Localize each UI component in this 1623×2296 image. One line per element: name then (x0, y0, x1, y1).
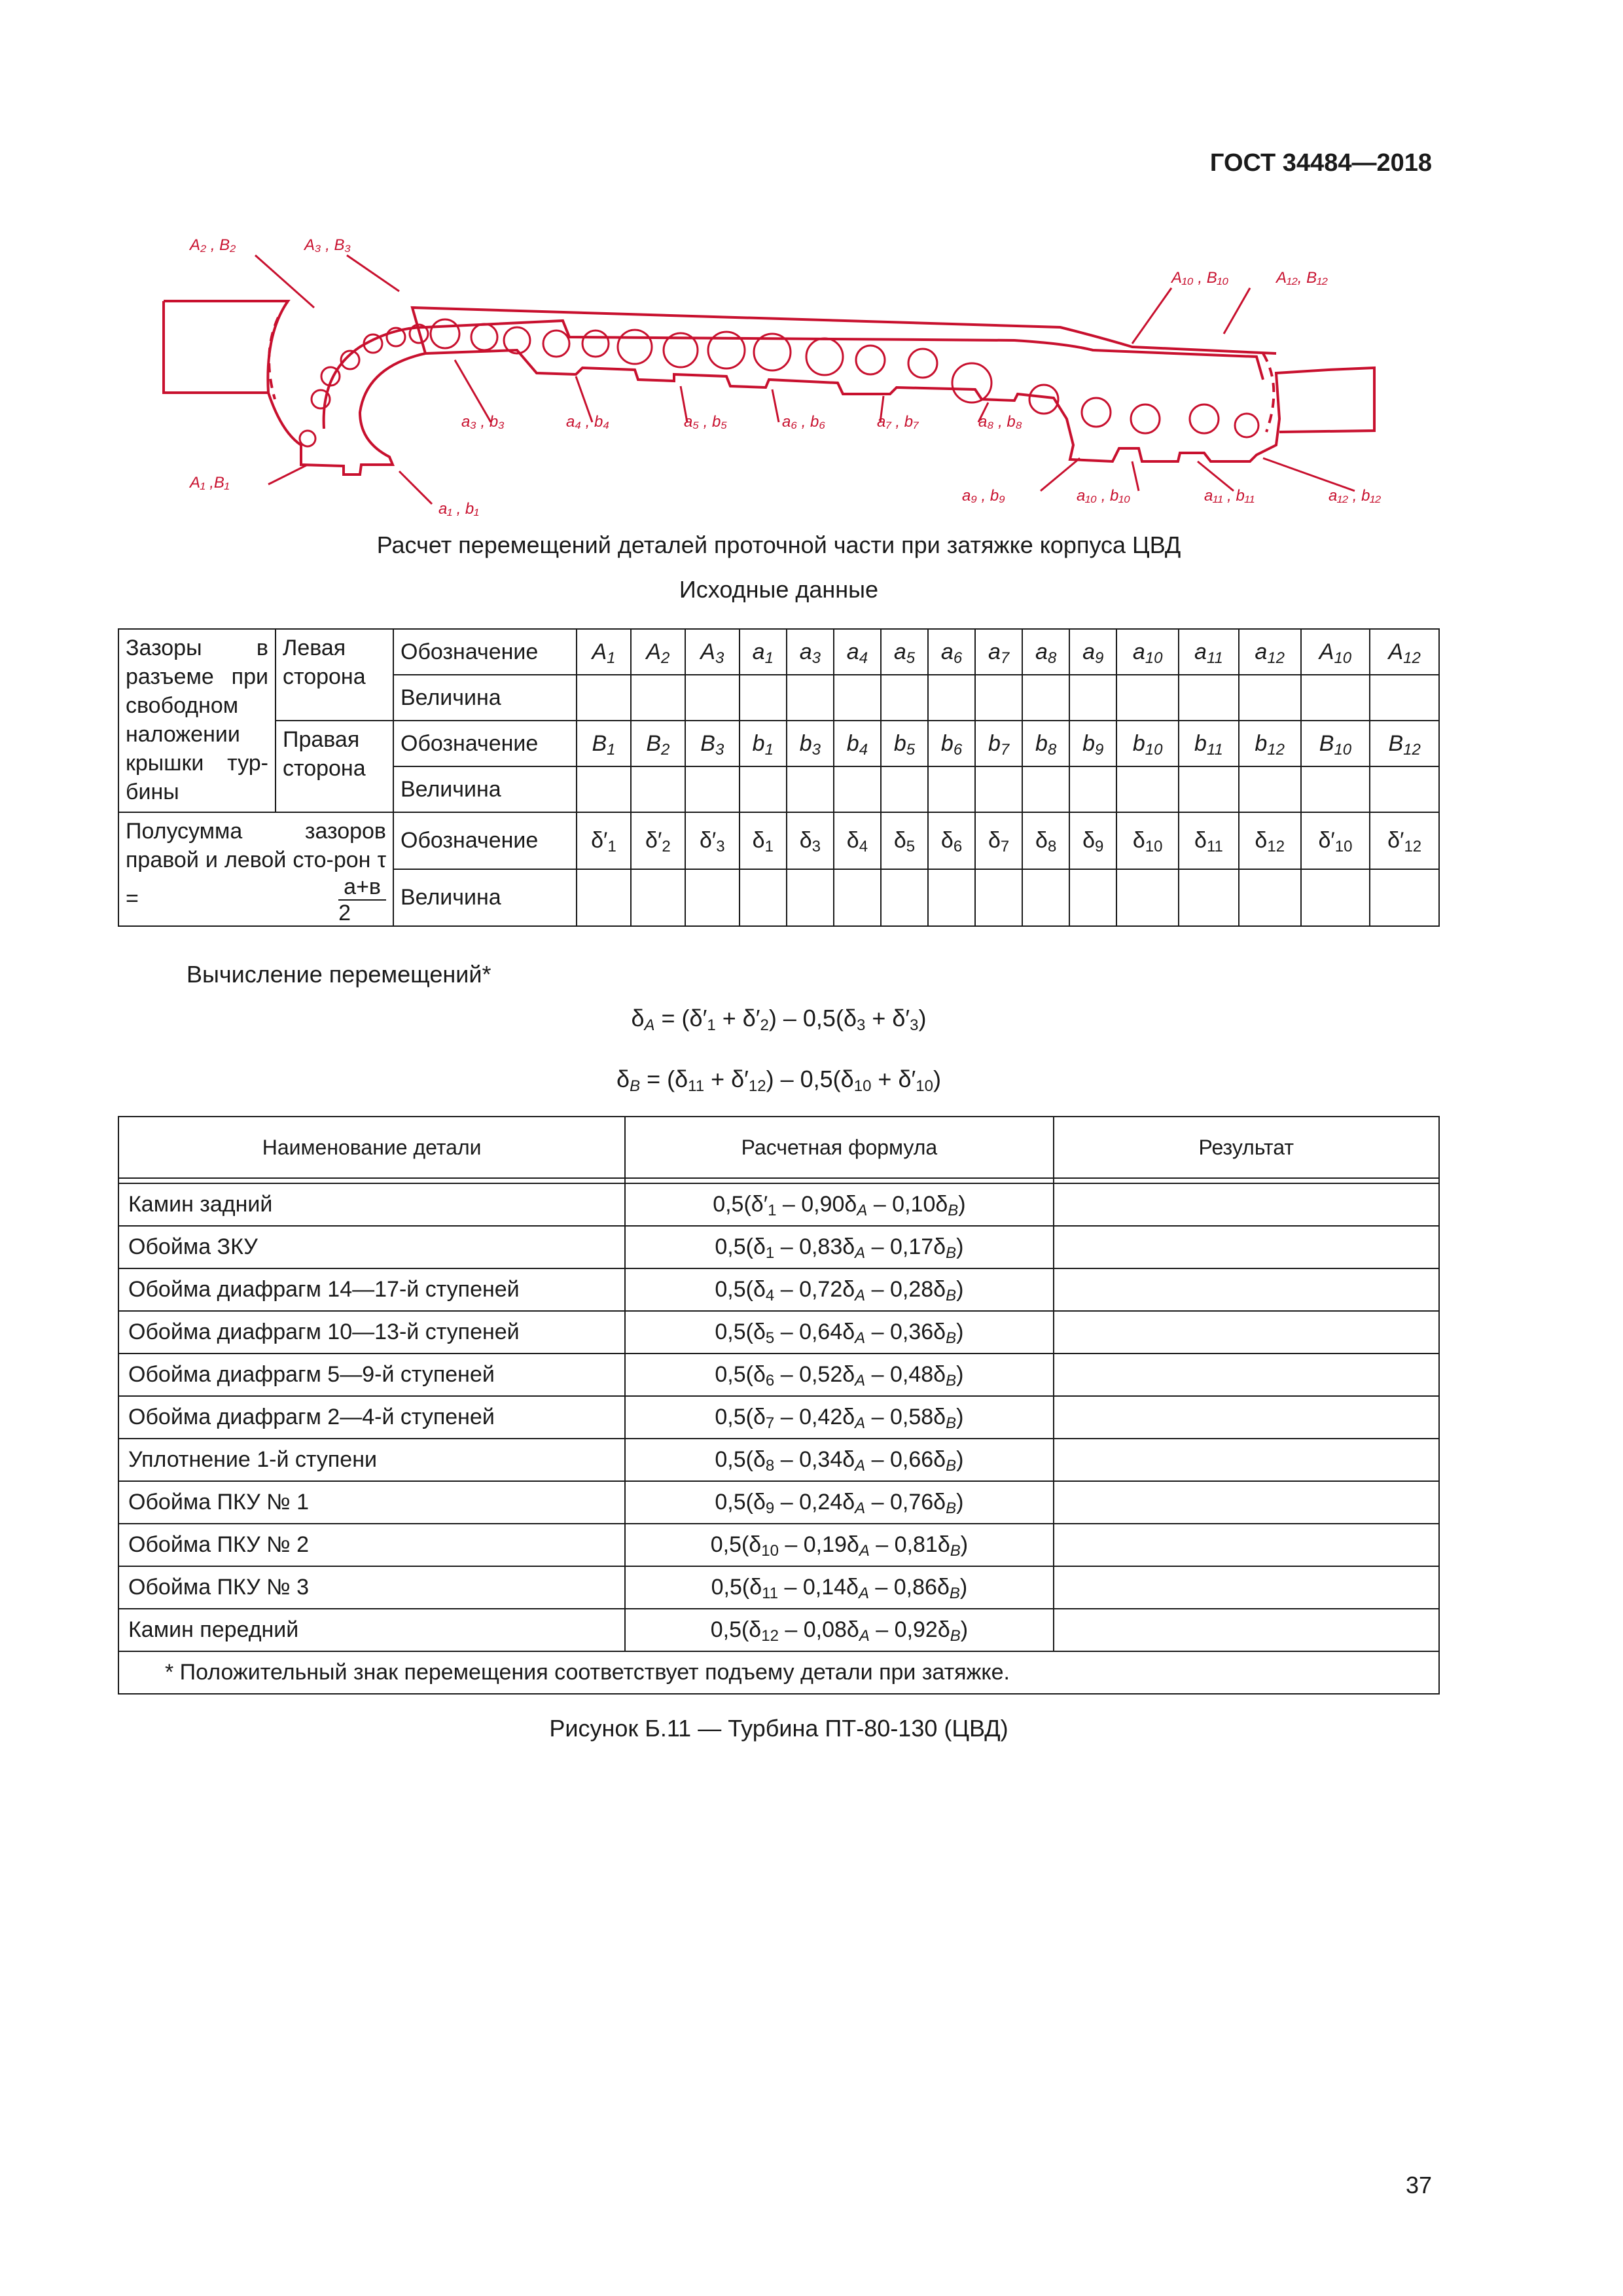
symbol-subscript: 3 (715, 649, 724, 667)
part-name: Обойма ПКУ № 1 (118, 1481, 625, 1524)
result-cell[interactable] (1054, 1226, 1439, 1268)
symbol-cell (787, 812, 834, 869)
value-cell[interactable] (1022, 675, 1069, 721)
value-cell[interactable] (1116, 766, 1179, 812)
symbol-cell (1370, 629, 1439, 675)
symbol-base: b (940, 730, 954, 756)
value-cell[interactable] (975, 766, 1022, 812)
symbol-cell (975, 812, 1022, 869)
symbol-base: a (893, 639, 906, 664)
symbol-subscript: 2 (661, 740, 670, 759)
symbol-subscript: 10 (1145, 740, 1163, 759)
symbol-base: a (1132, 639, 1145, 664)
calc-row (118, 1439, 1439, 1481)
designation-label: Обозначение (393, 721, 577, 766)
symbol-subscript: 10 (1334, 838, 1353, 855)
symbol-subscript: 4 (859, 740, 868, 759)
symbol-cell (631, 629, 685, 675)
symbol-base: A (1388, 639, 1404, 664)
result-cell[interactable] (1054, 1566, 1439, 1609)
symbol-subscript: 1 (607, 838, 616, 855)
value-cell[interactable] (1022, 869, 1069, 926)
symbol-cell (1179, 721, 1239, 766)
dashed-right (1263, 353, 1274, 432)
symbol-base: a (1255, 639, 1268, 664)
leader-lines (255, 255, 1355, 504)
symbol-cell (1239, 812, 1301, 869)
header-part-name: Наименование детали (118, 1117, 625, 1178)
value-cell[interactable] (577, 869, 631, 926)
symbol-base: b (799, 730, 812, 756)
value-cell[interactable] (1022, 766, 1069, 812)
result-cell[interactable] (1054, 1439, 1439, 1481)
symbol-base: δ′ (1387, 828, 1404, 853)
symbol-subscript: 10 (1145, 838, 1163, 855)
symbol-base: B (700, 730, 715, 756)
symbol-cell (1301, 812, 1370, 869)
symbol-subscript: 5 (906, 649, 916, 667)
left-designation-row (118, 629, 1439, 675)
symbol-base: B (1388, 730, 1404, 756)
symbol-subscript: 2 (662, 838, 671, 855)
formula-delta-b: $\delta_B = (\delta_{11} + \delta'_{12}) - 0,5(\delta_{10} + \delta'_{10})$ (616, 1066, 941, 1095)
label-a8-b8: a₈ , b₈ (978, 413, 1022, 431)
value-cell[interactable] (1069, 675, 1116, 721)
symbol-subscript: 5 (906, 740, 916, 759)
symbol-cell (1022, 629, 1069, 675)
value-cell[interactable] (740, 766, 787, 812)
symbol-base: a (1035, 639, 1048, 664)
value-cell[interactable] (1069, 766, 1116, 812)
symbol-cell (740, 812, 787, 869)
part-formula: $0,5(\delta_9 - 0,24\delta_A - 0,76\delta_B)$ (625, 1481, 1053, 1524)
value-cell[interactable] (1239, 675, 1301, 721)
symbol-cell (1069, 629, 1116, 675)
value-cell[interactable] (631, 675, 685, 721)
part-name: Уплотнение 1-й ступени (118, 1439, 625, 1481)
symbol-base: δ′ (699, 828, 717, 853)
symbol-base: A (592, 639, 607, 664)
standard-code: ГОСТ 34484—2018 (1209, 149, 1432, 177)
calc-row (118, 1268, 1439, 1311)
label-A2-B2: A₂ , B₂ (190, 236, 236, 254)
symbol-subscript: 1 (764, 740, 774, 759)
tau-symbol: τ = (126, 848, 386, 911)
header-gap-row (118, 1178, 1439, 1183)
symbol-subscript: 12 (1404, 838, 1422, 855)
turbine-casing-drawing (151, 223, 1433, 530)
symbol-cell (685, 721, 740, 766)
part-name: Камин передний (118, 1609, 625, 1651)
symbol-cell (928, 629, 975, 675)
value-cell[interactable] (631, 766, 685, 812)
symbol-cell (1370, 812, 1439, 869)
label-a11-b11: a₁₁ , b₁₁ (1204, 487, 1255, 505)
value-cell[interactable] (1116, 869, 1179, 926)
symbol-base: b (1082, 730, 1096, 756)
part-formula: $0,5(\delta_{12} - 0,08\delta_A - 0,92\delta_B)$ (625, 1609, 1053, 1651)
value-cell[interactable] (881, 869, 928, 926)
symbol-cell (787, 721, 834, 766)
value-label: Величина (393, 675, 577, 721)
symbol-subscript: 10 (1145, 649, 1163, 667)
symbol-cell (1022, 721, 1069, 766)
symbol-base: δ (1132, 828, 1145, 853)
left-flange (164, 301, 268, 393)
calc-row (118, 1183, 1439, 1226)
calc-label: Вычисление перемещений* (187, 961, 491, 988)
part-name: Обойма ПКУ № 2 (118, 1524, 625, 1566)
fraction-denominator: 2 (338, 901, 351, 925)
calc-header-row (118, 1117, 1439, 1178)
symbol-cell (975, 721, 1022, 766)
symbol-subscript: 9 (1095, 649, 1104, 667)
symbol-subscript: 8 (1047, 649, 1057, 667)
symbol-subscript: 9 (1095, 838, 1104, 855)
calc-row (118, 1566, 1439, 1609)
symbol-base: δ (988, 828, 1001, 853)
symbol-subscript: 12 (1403, 740, 1421, 759)
label-a3-b3: a₃ , b₃ (461, 413, 505, 431)
symbol-base: B (1319, 730, 1334, 756)
value-cell[interactable] (1179, 869, 1239, 926)
symbol-cell (1301, 629, 1370, 675)
symbol-subscript: 12 (1403, 649, 1421, 667)
value-cell[interactable] (787, 766, 834, 812)
symbol-base: a (799, 639, 812, 664)
symbol-base: a (752, 639, 765, 664)
symbol-subscript: 12 (1267, 649, 1285, 667)
part-formula: $0,5(\delta_7 - 0,42\delta_A - 0,58\delta_B)$ (625, 1396, 1053, 1439)
value-cell[interactable] (1116, 675, 1179, 721)
symbol-base: δ (799, 828, 812, 853)
symbol-cell (1179, 812, 1239, 869)
result-cell[interactable] (1054, 1311, 1439, 1354)
calc-body (118, 1183, 1439, 1651)
symbol-cell (1239, 721, 1301, 766)
part-name: Обойма диафрагм 10—13-й ступеней (118, 1311, 625, 1354)
label-a4-b4: a₄ , b₄ (566, 413, 609, 431)
upper-casing-line (412, 308, 1276, 353)
symbol-cell (928, 812, 975, 869)
calc-row (118, 1524, 1439, 1566)
delta-designation-row (118, 812, 1439, 869)
value-cell[interactable] (1301, 766, 1370, 812)
left-side-label: Левая сторона (276, 629, 393, 721)
symbol-subscript: 7 (1000, 740, 1010, 759)
symbol-subscript: 1 (764, 649, 774, 667)
symbol-subscript: 4 (859, 838, 868, 855)
symbol-subscript: 1 (764, 838, 774, 855)
symbol-cell (685, 812, 740, 869)
symbol-cell (577, 812, 631, 869)
input-data-caption: Исходные данные (679, 576, 879, 603)
symbol-base: A (1319, 639, 1334, 664)
symbol-base: b (893, 730, 906, 756)
part-formula: $0,5(\delta_{11} - 0,14\delta_A - 0,86\delta_B)$ (625, 1566, 1053, 1609)
value-cell[interactable] (1179, 675, 1239, 721)
symbol-base: δ (1082, 828, 1096, 853)
symbol-subscript: 10 (1334, 649, 1352, 667)
symbol-subscript: 6 (953, 838, 963, 855)
outer-casing-contour (164, 301, 1374, 475)
value-cell[interactable] (740, 675, 787, 721)
figure-title: Рисунок Б.11 — Турбина ПТ-80-130 (ЦВД) (549, 1715, 1008, 1742)
symbol-cell (834, 721, 881, 766)
symbol-subscript: 8 (1047, 740, 1057, 759)
value-cell[interactable] (881, 675, 928, 721)
result-cell[interactable] (1054, 1396, 1439, 1439)
symbol-base: b (1132, 730, 1145, 756)
part-name: Обойма ЗКУ (118, 1226, 625, 1268)
symbol-cell (740, 721, 787, 766)
value-cell[interactable] (740, 869, 787, 926)
symbol-subscript: 3 (812, 740, 821, 759)
symbol-cell (1370, 721, 1439, 766)
value-cell[interactable] (577, 675, 631, 721)
value-cell[interactable] (631, 869, 685, 926)
note-row (118, 1651, 1439, 1694)
result-cell[interactable] (1054, 1268, 1439, 1311)
symbol-base: b (1194, 730, 1207, 756)
part-name: Обойма диафрагм 5—9-й ступеней (118, 1354, 625, 1396)
label-A10-B10: A₁₀ , B₁₀ (1171, 269, 1229, 287)
value-cell[interactable] (975, 675, 1022, 721)
symbol-cell (928, 721, 975, 766)
label-a7-b7: a₇ , b₇ (877, 413, 919, 431)
symbol-cell (787, 629, 834, 675)
part-formula: $0,5(\delta_8 - 0,34\delta_A - 0,66\delta_B)$ (625, 1439, 1053, 1481)
value-label: Величина (393, 766, 577, 812)
symbol-subscript: 8 (1047, 838, 1057, 855)
designation-label: Обозначение (393, 812, 577, 869)
symbol-subscript: 7 (1000, 838, 1010, 855)
symbol-base: A (646, 639, 662, 664)
value-cell[interactable] (787, 869, 834, 926)
part-formula: $0,5(\delta_5 - 0,64\delta_A - 0,36\delta_B)$ (625, 1311, 1053, 1354)
symbol-subscript: 1 (607, 649, 616, 667)
symbol-cell (631, 721, 685, 766)
value-cell[interactable] (1301, 869, 1370, 926)
value-cell[interactable] (1301, 675, 1370, 721)
header-formula: Расчетная формула (625, 1117, 1053, 1178)
value-cell[interactable] (577, 766, 631, 812)
halfsum-label (118, 812, 393, 926)
symbol-base: a (940, 639, 954, 664)
symbol-cell (834, 812, 881, 869)
symbol-subscript: 9 (1095, 740, 1104, 759)
symbol-base: b (988, 730, 1001, 756)
symbol-base: δ′ (645, 828, 662, 853)
value-cell[interactable] (787, 675, 834, 721)
right-side-label: Правая сторона (276, 721, 393, 812)
part-formula: $0,5(\delta_1 - 0,83\delta_A - 0,17\delta_B)$ (625, 1226, 1053, 1268)
value-cell[interactable] (1239, 869, 1301, 926)
symbol-subscript: 7 (1000, 649, 1010, 667)
value-cell[interactable] (928, 869, 975, 926)
symbol-base: δ (1194, 828, 1207, 853)
symbol-base: δ (1255, 828, 1268, 853)
label-a12-b12: a₁₂ , b₁₂ (1329, 487, 1382, 505)
symbol-subscript: 11 (1206, 649, 1223, 667)
symbol-base: δ (1035, 828, 1048, 853)
symbol-cell (740, 629, 787, 675)
symbol-cell (1116, 629, 1179, 675)
label-A12-B12: A₁₂, B₁₂ (1276, 269, 1328, 287)
symbol-subscript: 3 (812, 649, 821, 667)
symbol-base: a (988, 639, 1001, 664)
symbol-base: δ′ (591, 828, 608, 853)
part-formula: $0,5(\delta_4 - 0,72\delta_A - 0,28\delta_B)$ (625, 1268, 1053, 1311)
symbol-base: a (1082, 639, 1096, 664)
symbol-cell (834, 629, 881, 675)
result-cell[interactable] (1054, 1524, 1439, 1566)
value-cell[interactable] (1370, 869, 1439, 926)
page-number: 37 (1405, 2172, 1432, 2198)
part-name: Камин задний (118, 1183, 625, 1226)
symbol-subscript: 12 (1267, 838, 1285, 855)
value-cell[interactable] (928, 675, 975, 721)
symbol-base: b (1255, 730, 1268, 756)
symbol-subscript: 1 (607, 740, 616, 759)
calc-row (118, 1609, 1439, 1651)
label-a9-b9: a₉ , b₉ (962, 487, 1005, 505)
symbol-base: b (752, 730, 765, 756)
calc-row (118, 1354, 1439, 1396)
symbol-base: δ (893, 828, 906, 853)
symbol-subscript: 11 (1206, 838, 1223, 855)
part-formula: $0,5(\delta_6 - 0,52\delta_A - 0,48\delta_B)$ (625, 1354, 1053, 1396)
value-cell[interactable] (685, 869, 740, 926)
symbol-base: δ (940, 828, 954, 853)
symbol-base: B (646, 730, 662, 756)
symbol-subscript: 10 (1334, 740, 1352, 759)
symbol-base: b (846, 730, 859, 756)
calc-row (118, 1311, 1439, 1354)
symbol-cell (1022, 812, 1069, 869)
formula-delta-a: $\delta_A = (\delta'_1 + \delta'_2) - 0,5(\delta_3 + \delta'_3)$ (631, 1005, 927, 1034)
symbol-cell (631, 812, 685, 869)
part-formula: $0,5(\delta_{10} - 0,19\delta_A - 0,81\delta_B)$ (625, 1524, 1053, 1566)
symbol-base: a (1194, 639, 1207, 664)
symbol-subscript: 4 (859, 649, 868, 667)
symbol-subscript: 6 (953, 649, 963, 667)
halfsum-text: Полусумма зазоров правой и левой сто-рон (126, 819, 386, 872)
calc-row (118, 1226, 1439, 1268)
symbol-cell (1069, 721, 1116, 766)
symbol-base: a (846, 639, 859, 664)
symbol-cell (1069, 812, 1116, 869)
tau-fraction (338, 874, 386, 925)
symbol-subscript: 6 (953, 740, 963, 759)
value-cell[interactable] (834, 766, 881, 812)
symbol-cell (1179, 629, 1239, 675)
label-a10-b10: a₁₀ , b₁₀ (1077, 487, 1131, 505)
symbol-subscript: 11 (1206, 740, 1223, 759)
value-cell[interactable] (928, 766, 975, 812)
calc-row (118, 1481, 1439, 1524)
part-name: Обойма диафрагм 2—4-й ступеней (118, 1396, 625, 1439)
symbol-subscript: 3 (812, 838, 821, 855)
symbol-cell (881, 629, 928, 675)
label-A3-B3: A₃ , B₃ (304, 236, 351, 254)
calculation-table (118, 1116, 1440, 1695)
value-cell[interactable] (975, 869, 1022, 926)
symbol-base: A (700, 639, 715, 664)
symbol-subscript: 12 (1267, 740, 1285, 759)
symbol-cell (881, 812, 928, 869)
calc-row (118, 1396, 1439, 1439)
gaps-label: Зазоры в разъеме при свободном наложении крышки тур-бины (118, 629, 276, 812)
symbol-cell (975, 629, 1022, 675)
label-A1-B1: A₁ ,B₁ (190, 474, 230, 492)
symbol-subscript: 5 (906, 838, 916, 855)
value-cell[interactable] (1370, 675, 1439, 721)
figure-caption: Расчет перемещений деталей проточной части при затяжке корпуса ЦВД (376, 531, 1181, 558)
right-designation-row (118, 721, 1439, 766)
value-cell[interactable] (1179, 766, 1239, 812)
result-cell[interactable] (1054, 1354, 1439, 1396)
symbol-cell (1116, 721, 1179, 766)
label-a6-b6: a₆ , b₆ (782, 413, 826, 431)
value-label: Величина (393, 869, 577, 926)
symbol-base: δ′ (1318, 828, 1335, 853)
result-cell[interactable] (1054, 1609, 1439, 1651)
fraction-numerator: а+в (338, 874, 386, 901)
footnote: * Положительный знак перемещения соответствует подъему детали при затяжке. (118, 1651, 1439, 1694)
value-cell[interactable] (1370, 766, 1439, 812)
symbol-cell (881, 721, 928, 766)
result-cell[interactable] (1054, 1481, 1439, 1524)
symbol-base: δ (846, 828, 859, 853)
part-formula: $0,5(\delta'_1 - 0,90\delta_A - 0,10\delta_B)$ (625, 1183, 1053, 1226)
symbol-cell (1301, 721, 1370, 766)
value-cell[interactable] (1239, 766, 1301, 812)
symbol-cell (577, 629, 631, 675)
value-cell[interactable] (685, 766, 740, 812)
symbol-subscript: 3 (716, 838, 725, 855)
symbol-base: B (592, 730, 607, 756)
value-cell[interactable] (881, 766, 928, 812)
header-result: Результат (1054, 1117, 1439, 1178)
symbol-subscript: 2 (661, 649, 670, 667)
part-name: Обойма ПКУ № 3 (118, 1566, 625, 1609)
input-data-table (118, 628, 1440, 927)
symbol-cell (1116, 812, 1179, 869)
value-cell[interactable] (685, 675, 740, 721)
result-cell[interactable] (1054, 1183, 1439, 1226)
part-name: Обойма диафрагм 14—17-й ступеней (118, 1268, 625, 1311)
label-a1-b1: a₁ , b₁ (438, 500, 479, 518)
value-cell[interactable] (834, 869, 881, 926)
symbol-base: b (1035, 730, 1048, 756)
symbol-subscript: 3 (715, 740, 724, 759)
symbol-cell (1239, 629, 1301, 675)
symbol-base: δ (752, 828, 765, 853)
value-cell[interactable] (834, 675, 881, 721)
value-cell[interactable] (1069, 869, 1116, 926)
label-a5-b5: a₅ , b₅ (684, 413, 727, 431)
symbol-cell (577, 721, 631, 766)
designation-label: Обозначение (393, 629, 577, 675)
symbol-cell (685, 629, 740, 675)
